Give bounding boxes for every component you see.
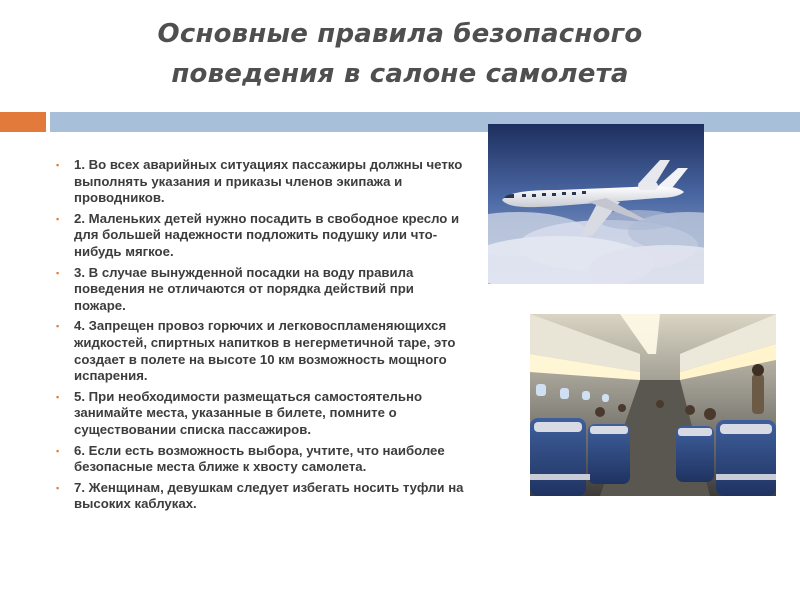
plane-photo (488, 124, 704, 284)
bullet-icon: ▪ (56, 482, 60, 493)
bullet-icon: ▪ (56, 391, 60, 402)
accent-bar-orange (0, 112, 46, 132)
list-item (54, 211, 464, 261)
list-item (54, 318, 464, 384)
rule-text: 4. Запрещен провоз горючих и легковоспламеняющихся жидкостей, спиртных напитков в негерметичной таре, это создает в полете на высоте 10 км возможность мощного испарения. (74, 318, 456, 384)
bullet-icon: ▪ (56, 321, 60, 332)
list-item (54, 389, 464, 439)
bullet-icon: ▪ (56, 160, 60, 170)
slide-title (40, 14, 760, 94)
rule-text: 1. Во всех аварийных ситуациях пассажиры должны четко выполнять указания и приказы членов экипажа и проводников. (74, 157, 463, 206)
cabin-photo (530, 314, 776, 496)
title-line-2: поведения в салоне самолета (171, 59, 629, 89)
list-item (54, 157, 464, 207)
rule-text: 3. В случае вынужденной посадки на воду правила поведения не отличаются от порядка действий при пожаре. (74, 264, 414, 313)
rule-text: 2. Маленьких детей нужно посадить в свободное кресло и для большей надежности подложить подушку или что-нибудь мягкое. (74, 210, 460, 259)
rule-text: 7. Женщинам, девушкам следует избегать носить туфли на высоких каблуках. (74, 479, 464, 512)
cabin-image (530, 314, 776, 496)
bullet-icon: ▪ (56, 445, 60, 456)
plane-image (488, 124, 704, 284)
title-line-1: Основные правила безопасного (157, 19, 643, 49)
list-item (54, 443, 464, 476)
list-item (54, 265, 464, 315)
rules-list (54, 157, 464, 517)
bullet-icon: ▪ (56, 267, 60, 278)
bullet-icon: ▪ (56, 213, 60, 224)
rule-text: 6. Если есть возможность выбора, учтите, что наиболее безопасные места ближе к хвосту самолета. (74, 442, 445, 475)
rule-text: 5. При необходимости размещаться самостоятельно занимайте места, указанные в билете, помните о существовании списка пассажиров. (74, 388, 423, 437)
list-item (54, 480, 464, 513)
